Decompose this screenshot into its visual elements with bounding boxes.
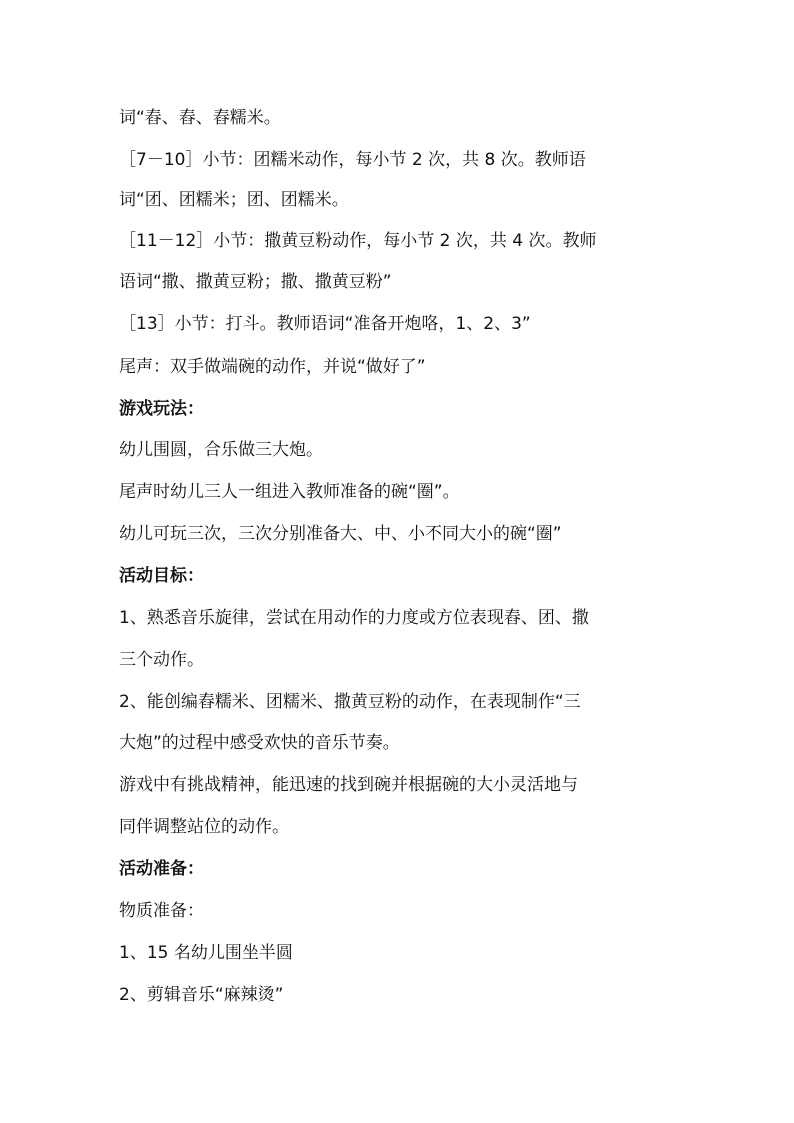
text-line: 1、熟悉音乐旋律，尝试在用动作的力度或方位表现舂、团、撒 <box>119 608 589 628</box>
text-line: 三个动作。 <box>119 650 204 670</box>
text-line: 尾声：双手做端碗的动作，并说“做好了” <box>119 357 426 377</box>
section-heading: 活动目标： <box>119 566 204 586</box>
text-line: 1、15 名幼儿围坐半圆 <box>119 943 293 963</box>
text-line: 同伴调整站位的动作。 <box>119 817 289 837</box>
text-line: 2、能创编舂糯米、团糯米、撒黄豆粉的动作，在表现制作“三 <box>119 692 581 712</box>
text-line: 幼儿围圆，合乐做三大炮。 <box>119 440 323 460</box>
text-line: 词“舂、舂、舂糯米。 <box>119 108 281 128</box>
text-line: 尾声时幼儿三人一组进入教师准备的碗“圈”。 <box>119 482 460 502</box>
section-heading: 活动准备： <box>119 859 204 879</box>
text-line: 游戏中有挑战精神，能迅速的找到碗并根据碗的大小灵活地与 <box>119 775 578 795</box>
text-line: 物质准备： <box>119 901 204 921</box>
text-line: 语词“撒、撒黄豆粉；撒、撒黄豆粉” <box>119 272 392 292</box>
text-line: ［13］小节：打斗。教师语词“准备开炮咯，1、2、3” <box>119 314 531 334</box>
section-heading: 游戏玩法： <box>119 399 204 419</box>
text-line: 2、剪辑音乐“麻辣烫” <box>119 985 284 1005</box>
text-line: ［11－12］小节：撒黄豆粉动作，每小节 2 次，共 4 次。教师 <box>119 231 597 251</box>
text-line: 幼儿可玩三次，三次分别准备大、中、小不同大小的碗“圈” <box>119 524 562 544</box>
text-line: 词“团、团糯米；团、团糯米。 <box>119 190 349 210</box>
text-line: ［7－10］小节：团糯米动作，每小节 2 次，共 8 次。教师语 <box>119 150 586 170</box>
text-line: 大炮”的过程中感受欢快的音乐节奏。 <box>119 733 400 753</box>
